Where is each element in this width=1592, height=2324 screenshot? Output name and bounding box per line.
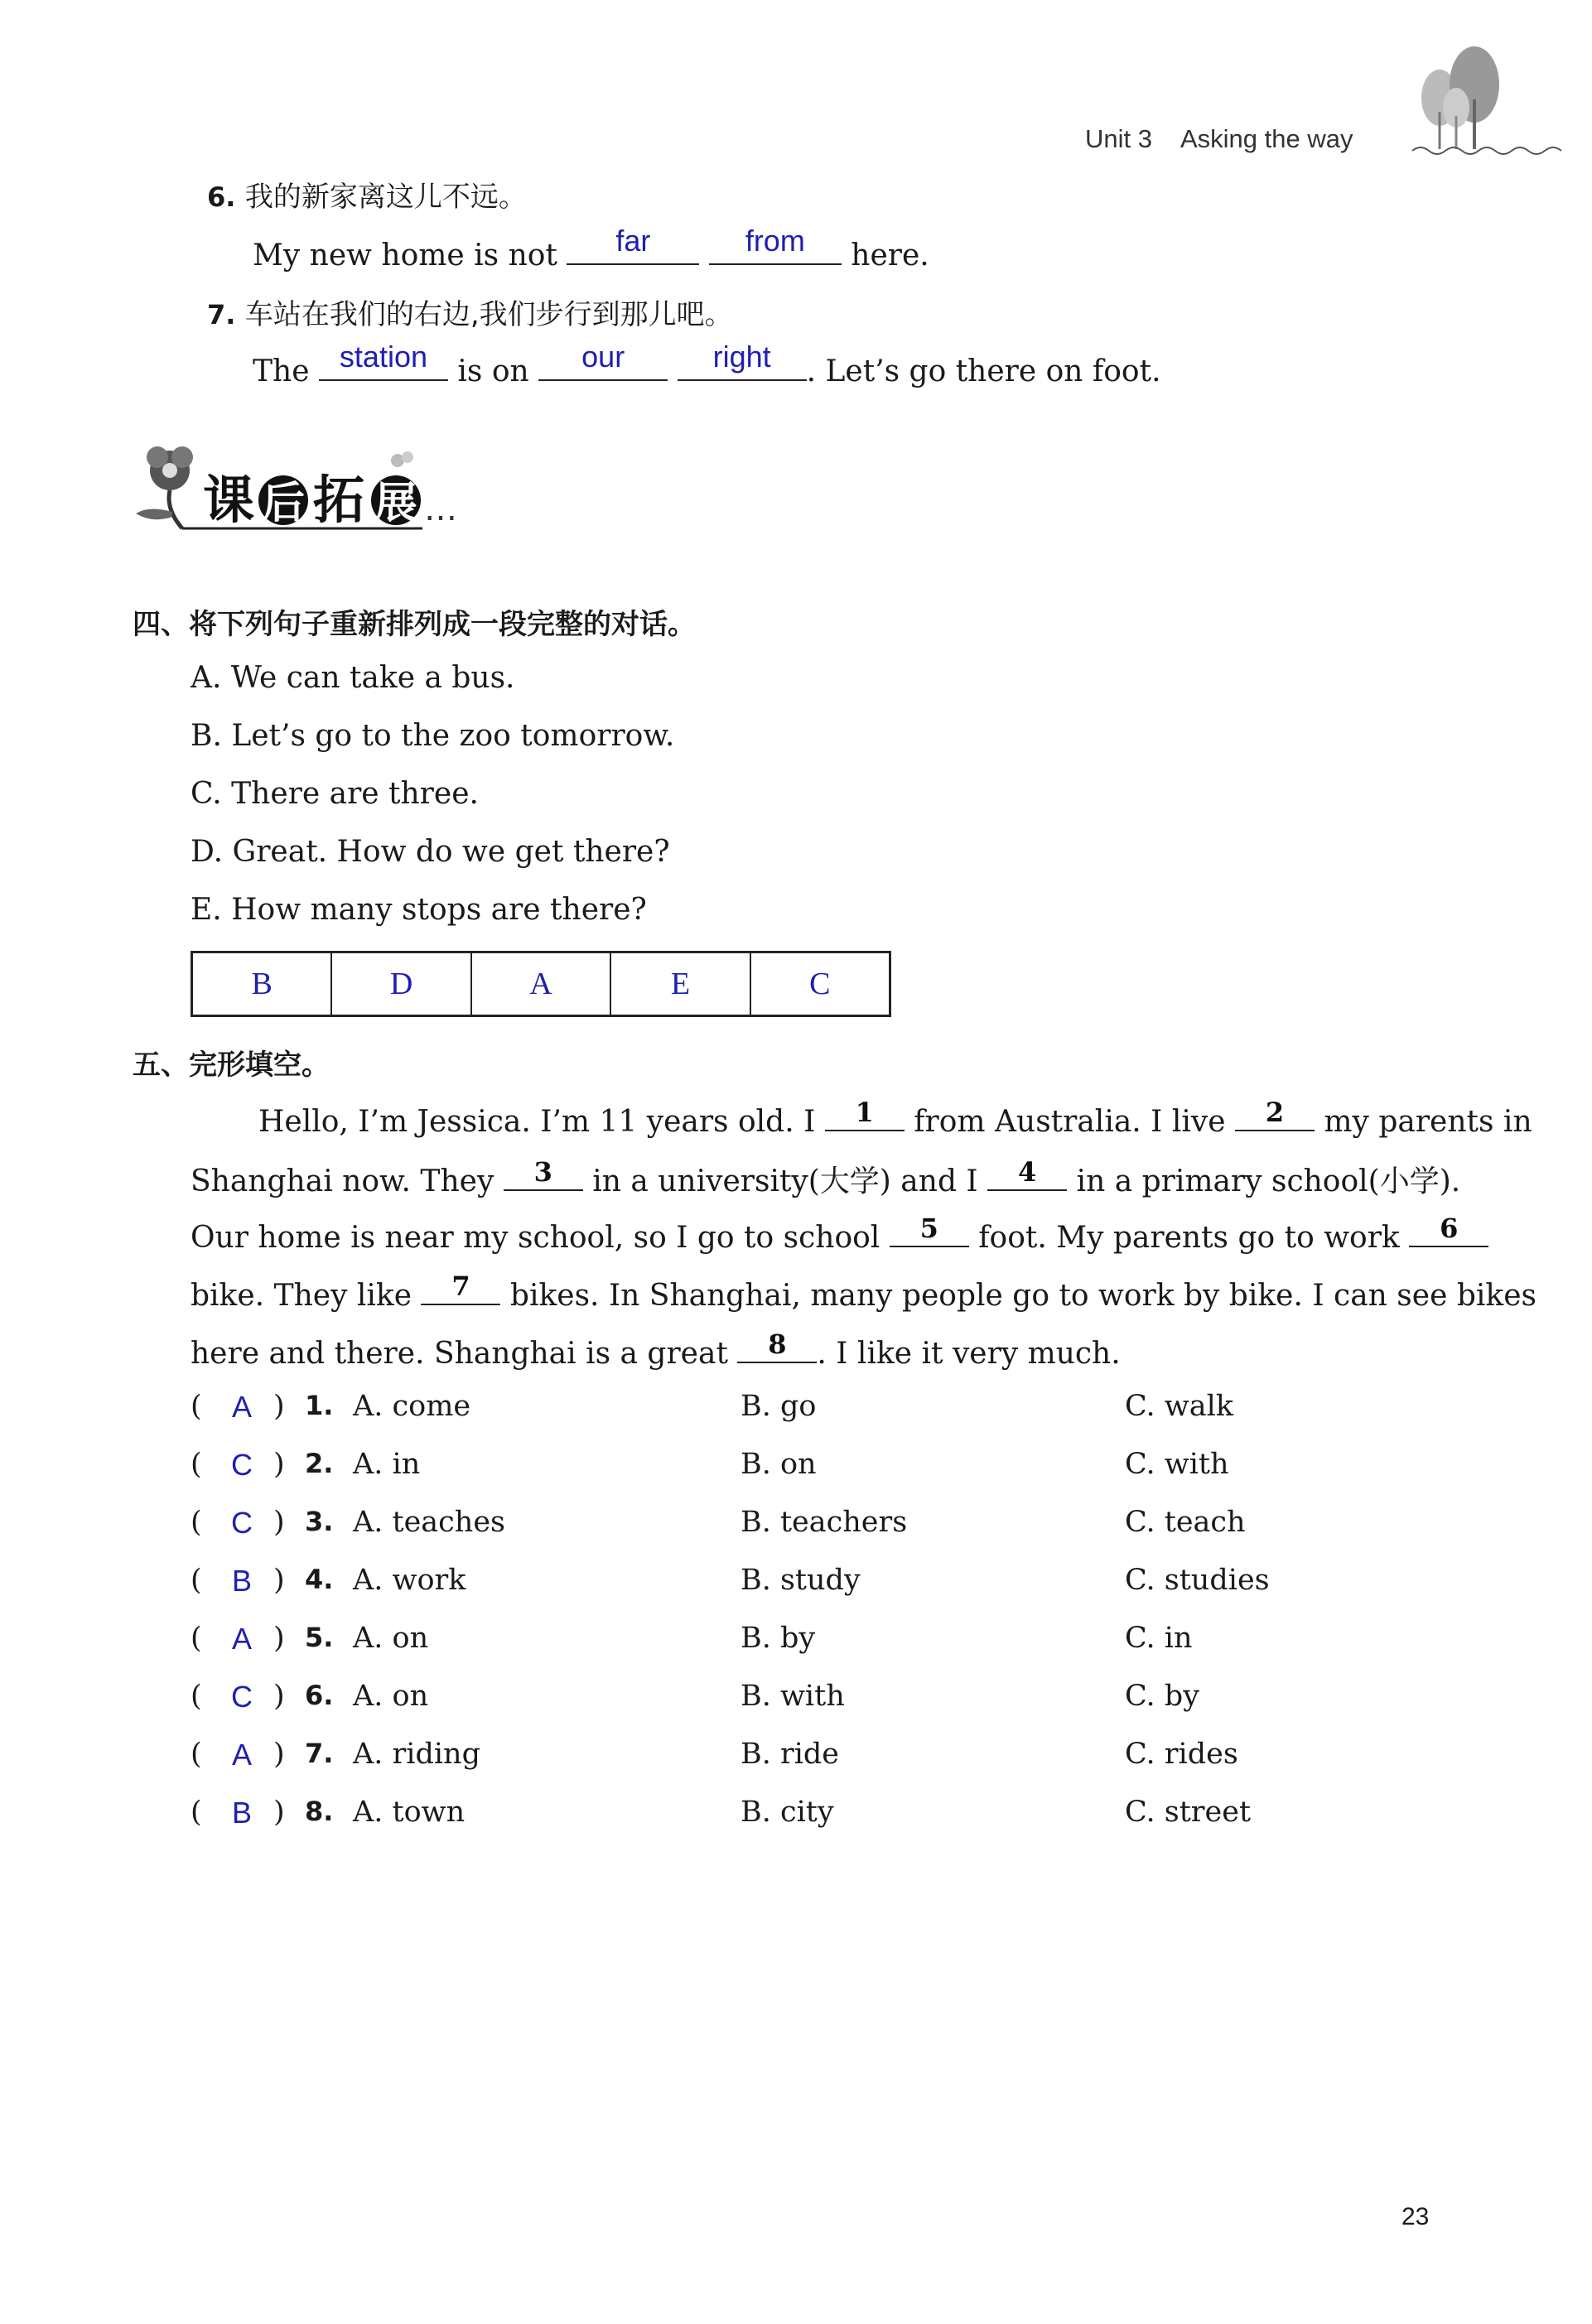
chinese-sentence: 车站在我们的右边,我们步行到那儿吧。 — [244, 298, 733, 331]
sentence-a: A. We can take a bus. — [191, 661, 515, 695]
sentence-e: E. How many stops are there? — [191, 893, 647, 927]
answer-blank[interactable] — [538, 340, 668, 381]
passage-line-1 — [258, 1097, 1532, 1139]
question-number: 7. — [305, 1738, 334, 1769]
question-row — [191, 1738, 1350, 1779]
blank-number: 3 — [533, 1156, 552, 1188]
translate-item-6-zh — [207, 174, 527, 215]
option-b: B. ride — [741, 1738, 840, 1771]
blank-number: 2 — [1265, 1097, 1285, 1128]
paren-open: ( — [191, 1738, 202, 1771]
translate-item-6-en — [253, 224, 929, 272]
question-row — [191, 1622, 1350, 1663]
option-c: C. street — [1125, 1796, 1252, 1829]
passage-text: my parents in — [1324, 1105, 1532, 1139]
order-cell-5[interactable]: C — [809, 967, 831, 1001]
blank-number: 1 — [855, 1097, 874, 1128]
section-5-title: 五、完形填空。 — [133, 1049, 330, 1082]
answer-choice[interactable]: C — [231, 1506, 253, 1540]
answer-text: our — [581, 340, 625, 374]
option-c: C. walk — [1125, 1390, 1234, 1423]
blank-number: 7 — [451, 1270, 470, 1302]
unit-label: Unit 3 — [1085, 124, 1152, 153]
page-header — [1085, 124, 1353, 154]
order-cell-2[interactable]: D — [332, 953, 471, 1015]
option-b: B. with — [741, 1680, 845, 1713]
blank-number: 5 — [919, 1213, 938, 1244]
paren-open: ( — [191, 1622, 202, 1655]
page-number: 23 — [1401, 2203, 1430, 2230]
question-number: 5. — [305, 1622, 334, 1653]
option-a: A. on — [353, 1680, 429, 1713]
passage-line-2 — [191, 1158, 1460, 1200]
sentence-text: The — [253, 354, 310, 388]
cloze-blank-6[interactable] — [1409, 1213, 1488, 1247]
passage-line-4 — [191, 1270, 1537, 1313]
banner-dots: … — [424, 490, 457, 528]
option-a: A. on — [353, 1622, 429, 1655]
question-row — [191, 1448, 1350, 1489]
option-b: B. city — [741, 1796, 834, 1829]
cloze-blank-1[interactable] — [825, 1097, 905, 1131]
blank-number: 4 — [1017, 1156, 1037, 1188]
passage-line-5 — [191, 1328, 1121, 1371]
option-a: A. riding — [353, 1738, 480, 1771]
question-row — [191, 1390, 1350, 1431]
option-c: C. in — [1125, 1622, 1193, 1655]
question-row — [191, 1680, 1350, 1721]
paren-close: ) — [273, 1564, 285, 1597]
cloze-blank-7[interactable] — [421, 1270, 500, 1305]
answer-text: station — [339, 340, 427, 374]
paren-close: ) — [273, 1680, 285, 1713]
answer-blank[interactable] — [567, 224, 699, 265]
translate-item-7-en — [253, 340, 1161, 388]
order-cell-3[interactable]: A — [472, 953, 611, 1015]
section-banner — [124, 431, 514, 542]
option-a: A. come — [353, 1390, 471, 1423]
cloze-blank-2[interactable] — [1235, 1097, 1315, 1131]
answer-choice[interactable]: C — [231, 1680, 253, 1714]
translate-item-7-zh — [207, 292, 733, 332]
passage-text: . I like it very much. — [817, 1337, 1121, 1371]
sentence-text: here. — [851, 239, 929, 272]
question-row — [191, 1506, 1350, 1547]
question-number: 8. — [305, 1796, 334, 1827]
passage-text: in a primary school(小学). — [1076, 1164, 1461, 1198]
banner-text-3: 拓 — [313, 470, 365, 530]
blank-number: 8 — [768, 1328, 787, 1360]
question-row — [191, 1564, 1350, 1605]
option-b: B. by — [741, 1622, 816, 1655]
answer-choice[interactable]: A — [231, 1390, 252, 1424]
option-a: A. in — [353, 1448, 421, 1481]
banner-text-4: 展 — [374, 479, 418, 528]
paren-close: ) — [273, 1390, 285, 1423]
banner-text-1: 课 — [203, 470, 255, 530]
sentence-b: B. Let’s go to the zoo tomorrow. — [191, 719, 675, 753]
answer-text: far — [615, 224, 651, 258]
option-c: C. rides — [1125, 1738, 1238, 1771]
answer-choice[interactable]: A — [231, 1622, 252, 1656]
sentence-text: is on — [457, 354, 529, 388]
answer-text: from — [745, 224, 805, 258]
paren-open: ( — [191, 1506, 202, 1539]
cloze-blank-8[interactable] — [737, 1328, 817, 1363]
paren-close: ) — [273, 1796, 285, 1829]
paren-open: ( — [191, 1680, 202, 1713]
banner-text-2: 后 — [262, 479, 306, 528]
paren-open: ( — [191, 1390, 202, 1423]
answer-blank[interactable] — [319, 340, 448, 381]
answer-choice[interactable]: B — [231, 1564, 252, 1598]
paren-open: ( — [191, 1448, 202, 1481]
passage-text: Hello, I’m Jessica. I’m 11 years old. I — [258, 1105, 816, 1139]
item-number: 7. — [207, 299, 236, 330]
section-4-title: 四、将下列句子重新排列成一段完整的对话。 — [133, 608, 696, 641]
blank-number: 6 — [1440, 1213, 1459, 1244]
paren-close: ) — [273, 1448, 285, 1481]
question-number: 1. — [305, 1390, 334, 1421]
item-number: 6. — [207, 181, 236, 213]
passage-text: from Australia. I live — [914, 1105, 1226, 1139]
question-number: 6. — [305, 1680, 334, 1711]
option-b: B. on — [741, 1448, 817, 1481]
option-a: A. work — [353, 1564, 466, 1597]
passage-text: bike. They like — [191, 1279, 412, 1313]
answer-blank[interactable] — [709, 224, 842, 265]
tree-decoration-icon — [1408, 33, 1565, 161]
answer-blank[interactable] — [678, 340, 807, 381]
sentence-c: C. There are three. — [191, 777, 479, 811]
option-b: B. go — [741, 1390, 817, 1423]
option-c: C. with — [1125, 1448, 1229, 1481]
answer-choice[interactable]: B — [231, 1796, 252, 1830]
passage-line-3 — [191, 1213, 1488, 1255]
passage-text: in a university(大学) and I — [592, 1164, 978, 1198]
sentence-d: D. Great. How do we get there? — [191, 835, 670, 869]
option-c: C. by — [1125, 1680, 1199, 1713]
chinese-sentence: 我的新家离这儿不远。 — [244, 181, 527, 214]
paren-close: ) — [273, 1738, 285, 1771]
option-b: B. study — [741, 1564, 861, 1597]
passage-text: bikes. In Shanghai, many people go to work by bike. I can see bikes — [509, 1279, 1537, 1313]
unit-title: Asking the way — [1180, 124, 1353, 153]
answer-choice[interactable]: A — [231, 1738, 252, 1772]
answer-choice[interactable]: C — [231, 1448, 253, 1482]
question-number: 2. — [305, 1448, 334, 1479]
passage-text: Our home is near my school, so I go to school — [191, 1221, 880, 1255]
sentence-text: My new home is not — [253, 239, 557, 272]
answer-text: right — [712, 340, 771, 374]
paren-open: ( — [191, 1564, 202, 1597]
order-answer-table — [191, 951, 891, 1017]
passage-text: Shanghai now. They — [191, 1164, 494, 1198]
question-row — [191, 1796, 1350, 1837]
cloze-blank-5[interactable] — [890, 1213, 969, 1247]
option-a: A. town — [353, 1796, 466, 1829]
option-b: B. teachers — [741, 1506, 908, 1539]
option-c: C. studies — [1125, 1564, 1270, 1597]
flower-icon — [136, 446, 193, 528]
paren-close: ) — [273, 1622, 285, 1655]
order-cell-4[interactable]: E — [611, 953, 750, 1015]
cloze-blank-4[interactable] — [987, 1156, 1067, 1191]
option-c: C. teach — [1125, 1506, 1246, 1539]
order-cell-1[interactable]: B — [193, 953, 332, 1015]
paren-open: ( — [191, 1796, 202, 1829]
question-number: 3. — [305, 1506, 334, 1537]
question-number: 4. — [305, 1564, 334, 1595]
paren-close: ) — [273, 1506, 285, 1539]
sentence-text: . Let’s go there on foot. — [806, 354, 1161, 388]
cloze-blank-3[interactable] — [504, 1156, 583, 1191]
passage-text: foot. My parents go to work — [978, 1221, 1400, 1255]
passage-text: here and there. Shanghai is a great — [191, 1337, 728, 1371]
option-a: A. teaches — [353, 1506, 505, 1539]
